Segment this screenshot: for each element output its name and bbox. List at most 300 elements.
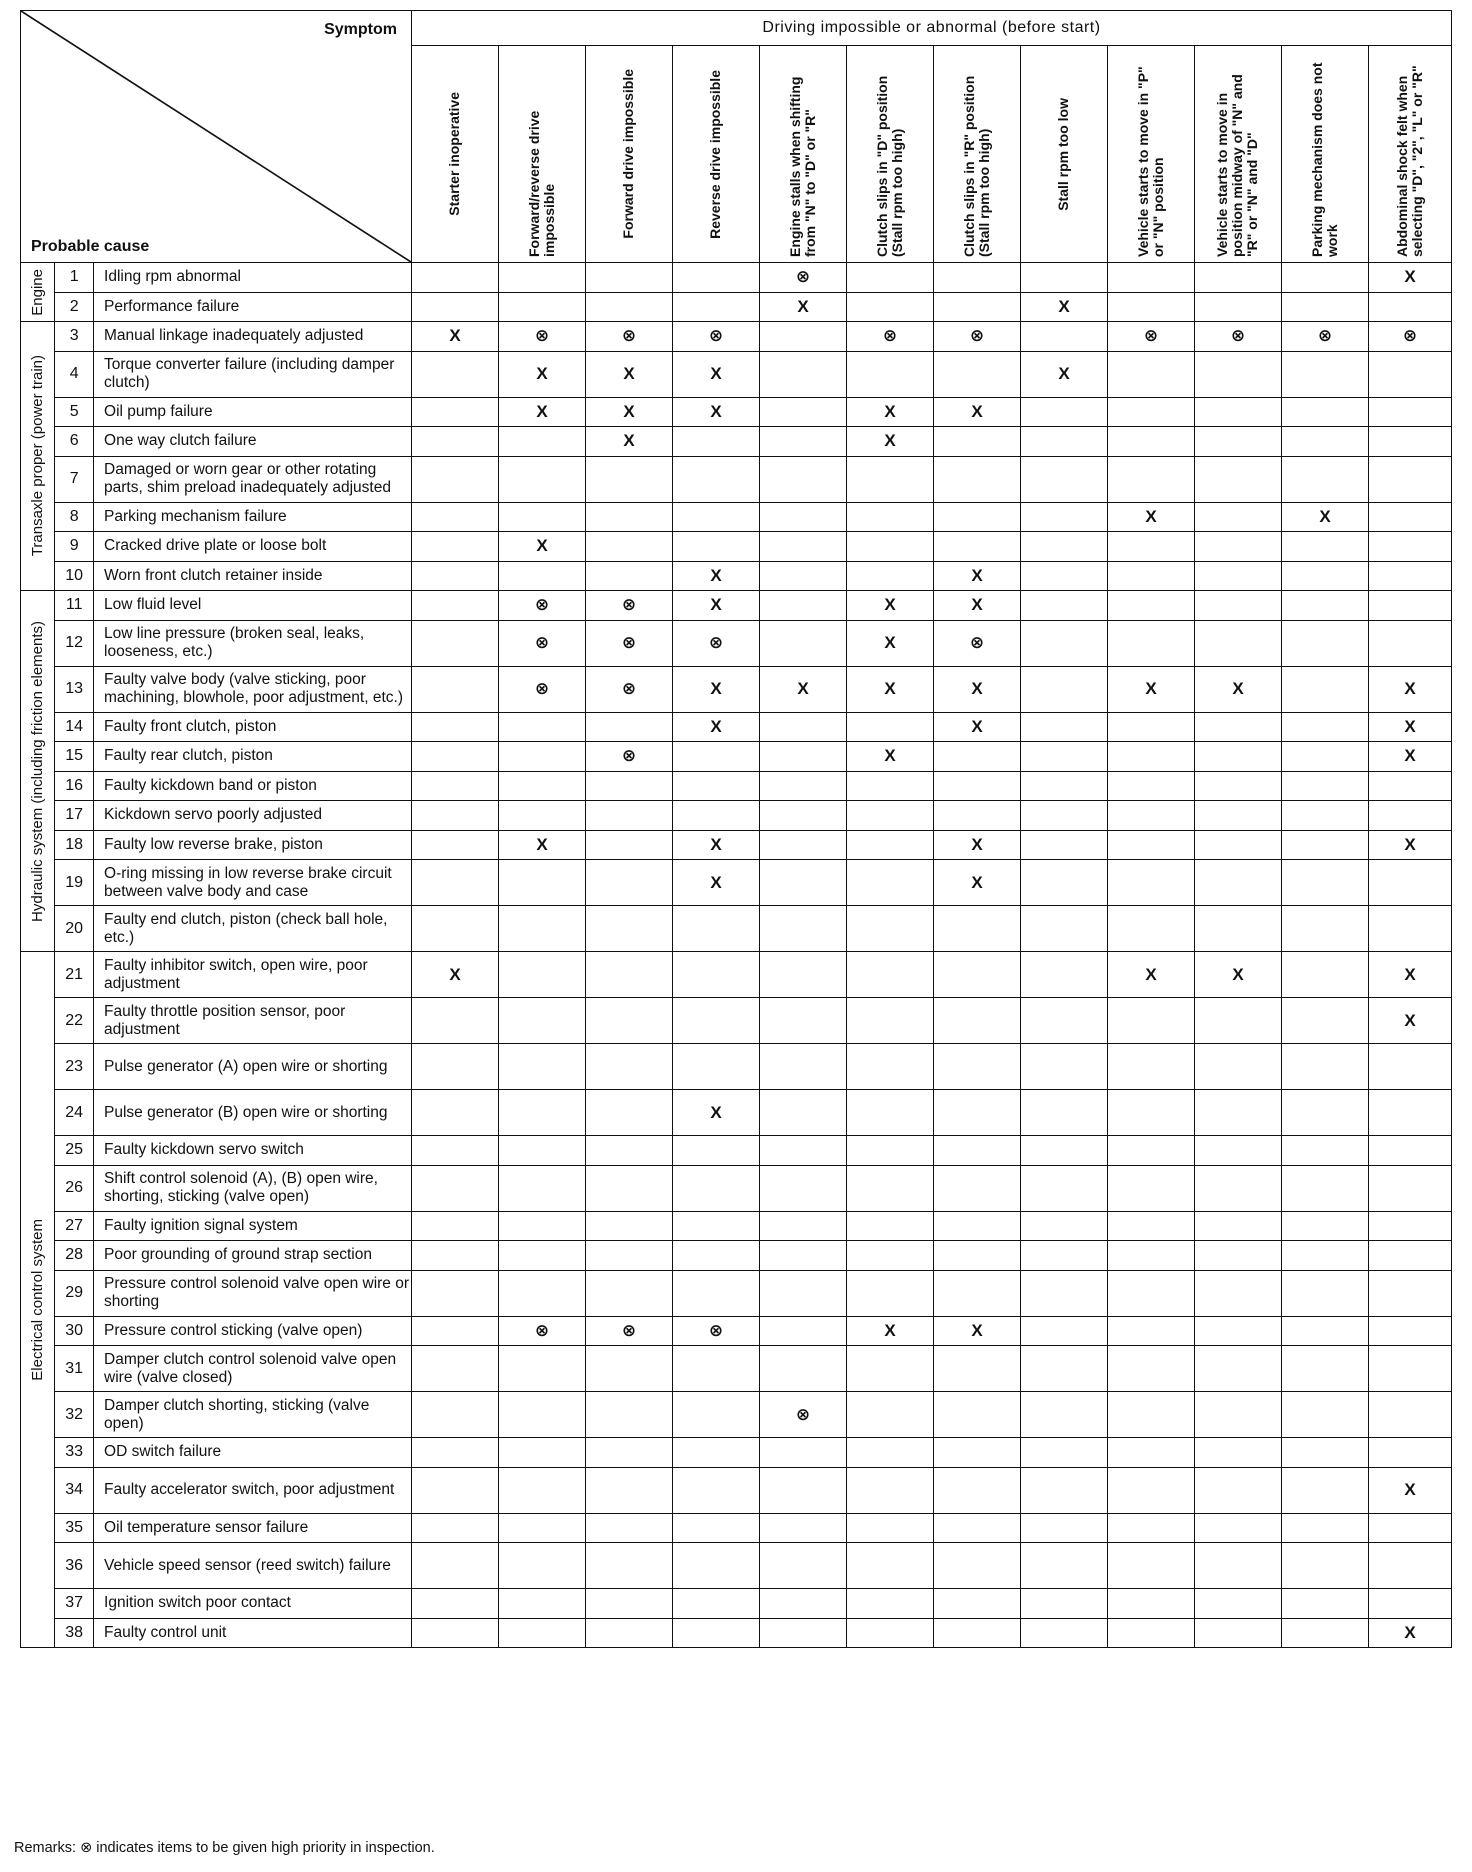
empty-cell xyxy=(759,591,846,621)
empty-cell xyxy=(672,1438,759,1468)
empty-cell xyxy=(585,771,672,801)
empty-cell xyxy=(846,801,933,831)
empty-cell xyxy=(498,801,585,831)
empty-cell xyxy=(1368,456,1451,502)
empty-cell xyxy=(1020,1392,1107,1438)
empty-cell xyxy=(846,1211,933,1241)
empty-cell xyxy=(411,830,498,860)
empty-cell xyxy=(933,1467,1020,1513)
x-mark-cell: X xyxy=(933,397,1020,427)
empty-cell xyxy=(1368,1543,1451,1589)
empty-cell xyxy=(672,1513,759,1543)
empty-cell xyxy=(846,1543,933,1589)
empty-cell xyxy=(1194,1270,1281,1316)
empty-cell xyxy=(759,860,846,906)
empty-cell xyxy=(672,427,759,457)
empty-cell xyxy=(1194,351,1281,397)
cause-description: Faulty rear clutch, piston xyxy=(94,742,412,772)
empty-cell xyxy=(933,1090,1020,1136)
empty-cell xyxy=(1281,998,1368,1044)
empty-cell xyxy=(498,1543,585,1589)
empty-cell xyxy=(1194,1165,1281,1211)
empty-cell xyxy=(672,1346,759,1392)
table-row xyxy=(21,1438,1452,1468)
empty-cell xyxy=(1107,1589,1194,1619)
row-number: 21 xyxy=(55,952,94,998)
empty-cell xyxy=(1020,1211,1107,1241)
x-mark-cell: X xyxy=(585,397,672,427)
empty-cell xyxy=(1194,998,1281,1044)
empty-cell xyxy=(1368,502,1451,532)
empty-cell xyxy=(585,830,672,860)
empty-cell xyxy=(672,801,759,831)
cause-description: Pulse generator (A) open wire or shorting xyxy=(94,1044,412,1090)
empty-cell xyxy=(1020,322,1107,352)
row-number: 27 xyxy=(55,1211,94,1241)
x-mark-cell: X xyxy=(846,591,933,621)
symptom-column-label: Vehicle starts to move in position midway of "N" and "R" or "N" and "D" xyxy=(1214,73,1261,257)
empty-cell xyxy=(1281,1589,1368,1619)
cause-description: Poor grounding of ground strap section xyxy=(94,1241,412,1271)
cause-description: Damper clutch control solenoid valve open wire (valve closed) xyxy=(94,1346,412,1392)
empty-cell xyxy=(1281,620,1368,666)
empty-cell xyxy=(1020,1346,1107,1392)
table-row xyxy=(21,1090,1452,1136)
table-row xyxy=(21,397,1452,427)
empty-cell xyxy=(1020,1136,1107,1166)
empty-cell xyxy=(672,1543,759,1589)
empty-cell xyxy=(411,1543,498,1589)
empty-cell xyxy=(933,292,1020,322)
empty-cell xyxy=(846,712,933,742)
empty-cell xyxy=(1194,591,1281,621)
empty-cell xyxy=(672,998,759,1044)
empty-cell xyxy=(1020,1513,1107,1543)
empty-cell xyxy=(1020,502,1107,532)
empty-cell xyxy=(585,1346,672,1392)
x-mark-cell: X xyxy=(846,620,933,666)
empty-cell xyxy=(933,1438,1020,1468)
empty-cell xyxy=(1107,456,1194,502)
empty-cell xyxy=(1368,620,1451,666)
empty-cell xyxy=(1281,456,1368,502)
row-number: 24 xyxy=(55,1090,94,1136)
empty-cell xyxy=(1281,712,1368,742)
x-mark-cell: X xyxy=(672,830,759,860)
empty-cell xyxy=(411,1044,498,1090)
table-row xyxy=(21,427,1452,457)
empty-cell xyxy=(846,1136,933,1166)
empty-cell xyxy=(759,998,846,1044)
empty-cell xyxy=(933,1543,1020,1589)
cause-description: O-ring missing in low reverse brake circuit between valve body and case xyxy=(94,860,412,906)
empty-cell xyxy=(1107,1438,1194,1468)
empty-cell xyxy=(846,532,933,562)
empty-cell xyxy=(672,1270,759,1316)
empty-cell xyxy=(1107,427,1194,457)
empty-cell xyxy=(759,1513,846,1543)
table-row xyxy=(21,1392,1452,1438)
category-label: Hydraulic system (including friction elements) xyxy=(29,620,47,922)
empty-cell xyxy=(933,502,1020,532)
empty-cell xyxy=(672,742,759,772)
empty-cell xyxy=(672,502,759,532)
empty-cell xyxy=(1107,1316,1194,1346)
empty-cell xyxy=(1368,591,1451,621)
row-number: 14 xyxy=(55,712,94,742)
empty-cell xyxy=(846,1467,933,1513)
empty-cell xyxy=(1368,906,1451,952)
empty-cell xyxy=(846,1165,933,1211)
empty-cell xyxy=(1107,830,1194,860)
empty-cell xyxy=(411,801,498,831)
empty-cell xyxy=(498,1211,585,1241)
empty-cell xyxy=(585,1241,672,1271)
empty-cell xyxy=(411,351,498,397)
empty-cell xyxy=(1020,742,1107,772)
empty-cell xyxy=(759,1589,846,1619)
empty-cell xyxy=(411,1589,498,1619)
symptom-column-label: Clutch slips in "D" position (Stall rpm too high) xyxy=(873,75,905,257)
empty-cell xyxy=(1194,801,1281,831)
priority-mark-cell: ⊗ xyxy=(846,322,933,352)
symptom-column-header xyxy=(1281,46,1368,263)
empty-cell xyxy=(1281,427,1368,457)
x-mark-cell: X xyxy=(411,952,498,998)
symptom-column-header xyxy=(759,46,846,263)
cause-description: Faulty low reverse brake, piston xyxy=(94,830,412,860)
empty-cell xyxy=(672,292,759,322)
empty-cell xyxy=(1107,1467,1194,1513)
table-row xyxy=(21,1165,1452,1211)
empty-cell xyxy=(498,1165,585,1211)
row-number: 31 xyxy=(55,1346,94,1392)
row-number: 17 xyxy=(55,801,94,831)
empty-cell xyxy=(498,502,585,532)
empty-cell xyxy=(1281,591,1368,621)
empty-cell xyxy=(585,860,672,906)
empty-cell xyxy=(846,830,933,860)
priority-mark-cell: ⊗ xyxy=(672,620,759,666)
category-cell xyxy=(21,322,55,591)
cause-description: One way clutch failure xyxy=(94,427,412,457)
table-row xyxy=(21,456,1452,502)
x-mark-cell: X xyxy=(411,322,498,352)
empty-cell xyxy=(1194,906,1281,952)
empty-cell xyxy=(846,561,933,591)
empty-cell xyxy=(585,1165,672,1211)
empty-cell xyxy=(411,1211,498,1241)
empty-cell xyxy=(1368,1346,1451,1392)
empty-cell xyxy=(411,1346,498,1392)
empty-cell xyxy=(498,1044,585,1090)
empty-cell xyxy=(1281,1467,1368,1513)
empty-cell xyxy=(933,742,1020,772)
row-number: 13 xyxy=(55,666,94,712)
x-mark-cell: X xyxy=(498,830,585,860)
symptom-column-header xyxy=(933,46,1020,263)
empty-cell xyxy=(1020,620,1107,666)
table-row xyxy=(21,292,1452,322)
empty-cell xyxy=(585,712,672,742)
empty-cell xyxy=(1368,397,1451,427)
table-row xyxy=(21,1316,1452,1346)
corner-header xyxy=(21,11,412,263)
empty-cell xyxy=(933,998,1020,1044)
empty-cell xyxy=(411,1165,498,1211)
empty-cell xyxy=(585,456,672,502)
empty-cell xyxy=(759,1316,846,1346)
empty-cell xyxy=(759,1211,846,1241)
empty-cell xyxy=(585,1392,672,1438)
empty-cell xyxy=(498,1270,585,1316)
empty-cell xyxy=(933,952,1020,998)
empty-cell xyxy=(1020,830,1107,860)
empty-cell xyxy=(1281,561,1368,591)
row-number: 15 xyxy=(55,742,94,772)
empty-cell xyxy=(846,1241,933,1271)
table-row xyxy=(21,620,1452,666)
symptom-column-label: Parking mechanism does not work xyxy=(1308,62,1340,257)
symptom-column-header xyxy=(1194,46,1281,263)
empty-cell xyxy=(1281,742,1368,772)
empty-cell xyxy=(498,712,585,742)
empty-cell xyxy=(1194,1211,1281,1241)
empty-cell xyxy=(498,427,585,457)
empty-cell xyxy=(585,1270,672,1316)
empty-cell xyxy=(846,860,933,906)
empty-cell xyxy=(1368,1090,1451,1136)
empty-cell xyxy=(933,771,1020,801)
empty-cell xyxy=(1107,351,1194,397)
x-mark-cell: X xyxy=(933,830,1020,860)
empty-cell xyxy=(846,952,933,998)
empty-cell xyxy=(1281,666,1368,712)
empty-cell xyxy=(1107,906,1194,952)
table-row xyxy=(21,998,1452,1044)
empty-cell xyxy=(672,1241,759,1271)
empty-cell xyxy=(759,502,846,532)
empty-cell xyxy=(1194,561,1281,591)
empty-cell xyxy=(1281,1513,1368,1543)
symptom-column-label: Clutch slips in "R" position (Stall rpm too high) xyxy=(960,75,992,257)
empty-cell xyxy=(759,1346,846,1392)
x-mark-cell: X xyxy=(672,561,759,591)
empty-cell xyxy=(933,532,1020,562)
cause-description: Performance failure xyxy=(94,292,412,322)
empty-cell xyxy=(672,1589,759,1619)
empty-cell xyxy=(846,351,933,397)
empty-cell xyxy=(1020,860,1107,906)
cause-description: Kickdown servo poorly adjusted xyxy=(94,801,412,831)
empty-cell xyxy=(1368,1211,1451,1241)
empty-cell xyxy=(1281,830,1368,860)
x-mark-cell: X xyxy=(846,666,933,712)
empty-cell xyxy=(1020,1044,1107,1090)
empty-cell xyxy=(933,456,1020,502)
empty-cell xyxy=(1281,1346,1368,1392)
empty-cell xyxy=(1020,1270,1107,1316)
row-number: 28 xyxy=(55,1241,94,1271)
cause-description: Oil temperature sensor failure xyxy=(94,1513,412,1543)
table-row xyxy=(21,591,1452,621)
empty-cell xyxy=(411,397,498,427)
empty-cell xyxy=(1107,742,1194,772)
row-number: 9 xyxy=(55,532,94,562)
row-number: 20 xyxy=(55,906,94,952)
priority-mark-cell: ⊗ xyxy=(585,1316,672,1346)
x-mark-cell: X xyxy=(1368,742,1451,772)
empty-cell xyxy=(1020,771,1107,801)
x-mark-cell: X xyxy=(1020,292,1107,322)
empty-cell xyxy=(498,742,585,772)
x-mark-cell: X xyxy=(1368,666,1451,712)
x-mark-cell: X xyxy=(1107,952,1194,998)
symptom-group-title: Driving impossible or abnormal (before start) xyxy=(411,11,1451,46)
row-number: 34 xyxy=(55,1467,94,1513)
empty-cell xyxy=(759,1543,846,1589)
cause-description: Oil pump failure xyxy=(94,397,412,427)
row-number: 18 xyxy=(55,830,94,860)
cause-description: Faulty valve body (valve sticking, poor machining, blowhole, poor adjustment, etc.) xyxy=(94,666,412,712)
cause-description: Idling rpm abnormal xyxy=(94,263,412,293)
empty-cell xyxy=(1194,427,1281,457)
cause-description: Faulty kickdown servo switch xyxy=(94,1136,412,1166)
empty-cell xyxy=(411,1136,498,1166)
empty-cell xyxy=(1281,1438,1368,1468)
row-number: 10 xyxy=(55,561,94,591)
empty-cell xyxy=(1107,1136,1194,1166)
x-mark-cell: X xyxy=(1194,666,1281,712)
empty-cell xyxy=(585,1513,672,1543)
empty-cell xyxy=(411,1618,498,1648)
empty-cell xyxy=(1194,1241,1281,1271)
empty-cell xyxy=(1107,591,1194,621)
remarks-note: Remarks: ⊗ indicates items to be given high priority in inspection. xyxy=(14,1840,435,1856)
empty-cell xyxy=(1107,1513,1194,1543)
empty-cell xyxy=(585,1438,672,1468)
row-number: 33 xyxy=(55,1438,94,1468)
empty-cell xyxy=(411,292,498,322)
empty-cell xyxy=(1020,1241,1107,1271)
empty-cell xyxy=(1020,1316,1107,1346)
table-row xyxy=(21,952,1452,998)
symptom-column-label: Abdominal shock felt when selecting "D", "2", "L" or "R" xyxy=(1393,64,1425,257)
empty-cell xyxy=(1368,1241,1451,1271)
empty-cell xyxy=(759,771,846,801)
category-cell xyxy=(21,263,55,322)
symptom-column-label: Stall rpm too low xyxy=(1055,97,1072,211)
row-number: 29 xyxy=(55,1270,94,1316)
cause-description: OD switch failure xyxy=(94,1438,412,1468)
empty-cell xyxy=(759,322,846,352)
empty-cell xyxy=(1281,292,1368,322)
empty-cell xyxy=(1368,860,1451,906)
empty-cell xyxy=(585,263,672,293)
x-mark-cell: X xyxy=(1020,351,1107,397)
x-mark-cell: X xyxy=(846,1316,933,1346)
empty-cell xyxy=(1194,1543,1281,1589)
empty-cell xyxy=(672,1392,759,1438)
empty-cell xyxy=(411,620,498,666)
cause-description: Faulty end clutch, piston (check ball hole, etc.) xyxy=(94,906,412,952)
empty-cell xyxy=(498,263,585,293)
empty-cell xyxy=(672,456,759,502)
empty-cell xyxy=(846,1392,933,1438)
empty-cell xyxy=(411,591,498,621)
row-number: 3 xyxy=(55,322,94,352)
empty-cell xyxy=(411,561,498,591)
symptom-column-header xyxy=(1020,46,1107,263)
empty-cell xyxy=(846,1346,933,1392)
empty-cell xyxy=(1368,532,1451,562)
x-mark-cell: X xyxy=(759,666,846,712)
empty-cell xyxy=(933,1136,1020,1166)
empty-cell xyxy=(498,1090,585,1136)
empty-cell xyxy=(1194,1090,1281,1136)
cause-description: Pressure control sticking (valve open) xyxy=(94,1316,412,1346)
empty-cell xyxy=(411,1090,498,1136)
symptom-column-header xyxy=(1107,46,1194,263)
empty-cell xyxy=(585,502,672,532)
empty-cell xyxy=(1281,1044,1368,1090)
empty-cell xyxy=(759,1618,846,1648)
priority-mark-cell: ⊗ xyxy=(1368,322,1451,352)
empty-cell xyxy=(411,502,498,532)
empty-cell xyxy=(846,771,933,801)
empty-cell xyxy=(672,1467,759,1513)
empty-cell xyxy=(1107,1165,1194,1211)
empty-cell xyxy=(672,906,759,952)
cause-description: Faulty inhibitor switch, open wire, poor adjustment xyxy=(94,952,412,998)
table-row xyxy=(21,1044,1452,1090)
table-row xyxy=(21,666,1452,712)
empty-cell xyxy=(1107,1270,1194,1316)
probable-cause-label: Probable cause xyxy=(31,238,150,255)
table-row xyxy=(21,1513,1452,1543)
empty-cell xyxy=(1107,1241,1194,1271)
empty-cell xyxy=(411,906,498,952)
table-row xyxy=(21,1270,1452,1316)
row-number: 19 xyxy=(55,860,94,906)
row-number: 8 xyxy=(55,502,94,532)
empty-cell xyxy=(1194,1346,1281,1392)
empty-cell xyxy=(411,532,498,562)
empty-cell xyxy=(933,1346,1020,1392)
cause-description: Pressure control solenoid valve open wire or shorting xyxy=(94,1270,412,1316)
empty-cell xyxy=(1194,860,1281,906)
empty-cell xyxy=(1368,1270,1451,1316)
empty-cell xyxy=(1194,1044,1281,1090)
table-row xyxy=(21,1467,1452,1513)
empty-cell xyxy=(1194,397,1281,427)
empty-cell xyxy=(1020,1589,1107,1619)
empty-cell xyxy=(1107,998,1194,1044)
empty-cell xyxy=(1107,397,1194,427)
cause-description: Pulse generator (B) open wire or shorting xyxy=(94,1090,412,1136)
priority-mark-cell: ⊗ xyxy=(585,591,672,621)
row-number: 22 xyxy=(55,998,94,1044)
empty-cell xyxy=(933,1044,1020,1090)
table-row xyxy=(21,860,1452,906)
empty-cell xyxy=(1281,1165,1368,1211)
priority-mark-cell: ⊗ xyxy=(498,620,585,666)
row-number: 16 xyxy=(55,771,94,801)
cause-description: Faulty kickdown band or piston xyxy=(94,771,412,801)
x-mark-cell: X xyxy=(1368,1467,1451,1513)
empty-cell xyxy=(1281,1618,1368,1648)
cause-description: Worn front clutch retainer inside xyxy=(94,561,412,591)
